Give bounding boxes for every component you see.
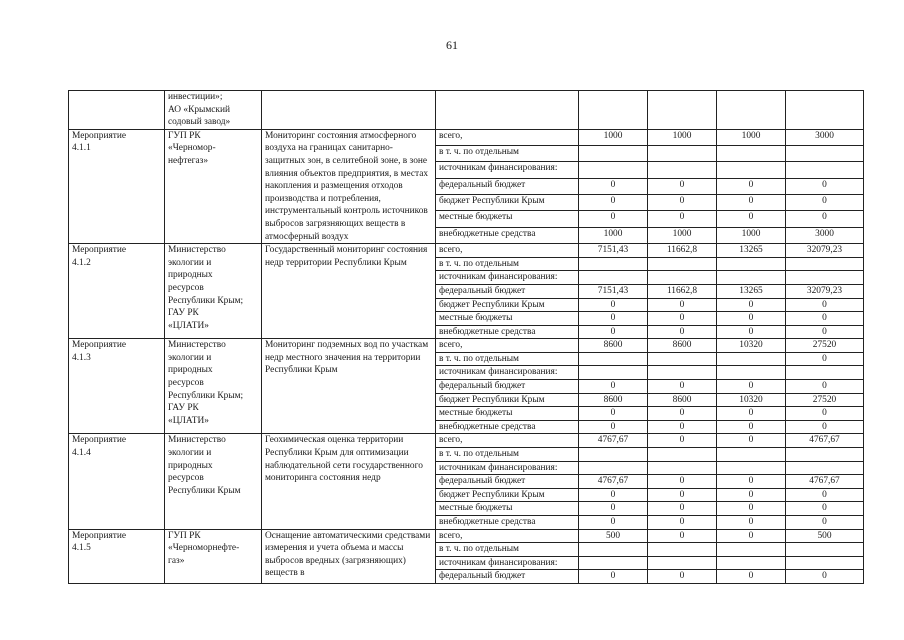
amount-cell (648, 146, 717, 162)
amount-cell: 10320 (717, 393, 786, 407)
amount-cell: 0 (579, 516, 648, 530)
amount-cell (648, 366, 717, 380)
amount-cell (717, 257, 786, 271)
amount-cell (579, 461, 648, 475)
amount-cell: 0 (579, 195, 648, 211)
amount-cell: 0 (648, 298, 717, 312)
source-label: внебюджетные средства (436, 420, 579, 434)
amount-cell: 0 (579, 380, 648, 394)
measure-name: Мероприятие 4.1.4 (69, 434, 165, 529)
amount-cell (648, 352, 717, 366)
source-label: федеральный бюджет (436, 570, 579, 584)
amount-cell: 0 (786, 298, 864, 312)
amount-cell: 0 (786, 312, 864, 326)
source-label: бюджет Республики Крым (436, 393, 579, 407)
table-row (69, 129, 864, 145)
measure-description: Мониторинг подземных вод по участкам недр местного значения на территории Республики Крым (262, 339, 436, 434)
source-label: местные бюджеты (436, 211, 579, 227)
source-label: источникам финансирования: (436, 461, 579, 475)
source-label: внебюджетные средства (436, 227, 579, 243)
measure-description: Государственный мониторинг состояния недр территории Республики Крым (262, 244, 436, 339)
amount-cell: 8600 (579, 339, 648, 353)
measure-executor: ГУП РК «Черноморнефте- газ» (165, 529, 262, 583)
amount-cell: 0 (717, 488, 786, 502)
amount-cell: 1000 (648, 227, 717, 243)
table-row (69, 244, 864, 258)
amount-cell (786, 366, 864, 380)
executor-continuation: инвестиции»; АО «Крымский содовый завод» (165, 91, 262, 130)
amount-cell (786, 162, 864, 178)
source-label: федеральный бюджет (436, 380, 579, 394)
source-label: источникам финансирования: (436, 556, 579, 570)
amount-cell (786, 543, 864, 557)
source-label: всего, (436, 244, 579, 258)
table-row (69, 529, 864, 543)
source-label: всего, (436, 339, 579, 353)
measure-name: Мероприятие 4.1.2 (69, 244, 165, 339)
amount-cell: 1000 (579, 129, 648, 145)
cell-empty (262, 91, 436, 130)
amount-cell: 0 (717, 434, 786, 448)
amount-cell: 13265 (717, 244, 786, 258)
amount-cell: 0 (717, 380, 786, 394)
amount-cell: 1000 (717, 129, 786, 145)
amount-cell (579, 162, 648, 178)
amount-cell (717, 271, 786, 285)
amount-cell: 0 (717, 298, 786, 312)
amount-cell: 0 (648, 380, 717, 394)
amount-cell: 0 (648, 570, 717, 584)
source-label: бюджет Республики Крым (436, 195, 579, 211)
measure-description: Оснащение автоматическими средствами измерения и учета объема и массы выбросов вредных (загрязняющих) веществ в (262, 529, 436, 583)
amount-cell: 0 (717, 407, 786, 421)
source-label: в т. ч. по отдельным (436, 448, 579, 462)
amount-cell: 0 (786, 178, 864, 194)
amount-cell: 27520 (786, 393, 864, 407)
cell-empty (579, 91, 648, 130)
amount-cell: 0 (579, 570, 648, 584)
amount-cell: 0 (648, 325, 717, 339)
amount-cell: 0 (579, 178, 648, 194)
source-label: местные бюджеты (436, 502, 579, 516)
amount-cell (717, 146, 786, 162)
source-label: в т. ч. по отдельным (436, 146, 579, 162)
source-label: бюджет Республики Крым (436, 298, 579, 312)
amount-cell: 0 (579, 420, 648, 434)
amount-cell (648, 257, 717, 271)
table-row-continuation (69, 91, 864, 130)
amount-cell: 500 (786, 529, 864, 543)
amount-cell: 0 (786, 325, 864, 339)
amount-cell: 0 (786, 502, 864, 516)
amount-cell: 0 (786, 195, 864, 211)
amount-cell: 3000 (786, 129, 864, 145)
amount-cell: 0 (648, 502, 717, 516)
source-label: в т. ч. по отдельным (436, 543, 579, 557)
amount-cell (648, 448, 717, 462)
amount-cell: 0 (717, 325, 786, 339)
amount-cell (579, 146, 648, 162)
amount-cell (786, 271, 864, 285)
amount-cell: 0 (717, 516, 786, 530)
source-label: федеральный бюджет (436, 284, 579, 298)
cell-empty (436, 91, 579, 130)
measure-executor: Министерство экологии и природных ресурсов Республики Крым; ГАУ РК «ЦЛАТИ» (165, 244, 262, 339)
amount-cell (717, 556, 786, 570)
source-label: всего, (436, 434, 579, 448)
measure-description: Геохимическая оценка территории Республики Крым для оптимизации наблюдательной сети государственного мониторинга состояния недр (262, 434, 436, 529)
amount-cell (786, 146, 864, 162)
amount-cell: 0 (579, 502, 648, 516)
amount-cell: 8600 (648, 393, 717, 407)
amount-cell: 0 (648, 475, 717, 489)
amount-cell (786, 556, 864, 570)
amount-cell: 0 (717, 475, 786, 489)
amount-cell (648, 543, 717, 557)
amount-cell: 0 (648, 516, 717, 530)
amount-cell: 0 (717, 502, 786, 516)
measure-executor: ГУП РК «Черномор- нефтегаз» (165, 129, 262, 243)
amount-cell (648, 461, 717, 475)
amount-cell: 3000 (786, 227, 864, 243)
amount-cell: 0 (648, 211, 717, 227)
amount-cell: 8600 (579, 393, 648, 407)
amount-cell: 0 (786, 380, 864, 394)
source-label: внебюджетные средства (436, 516, 579, 530)
amount-cell: 0 (579, 298, 648, 312)
cell-empty (786, 91, 864, 130)
amount-cell: 0 (786, 420, 864, 434)
amount-cell: 0 (717, 195, 786, 211)
amount-cell (717, 448, 786, 462)
amount-cell: 0 (648, 312, 717, 326)
amount-cell: 7151,43 (579, 244, 648, 258)
source-label: всего, (436, 529, 579, 543)
page-number: 61 (446, 38, 458, 52)
source-label: источникам финансирования: (436, 271, 579, 285)
amount-cell: 1000 (579, 227, 648, 243)
source-label: местные бюджеты (436, 407, 579, 421)
cell-empty (717, 91, 786, 130)
amount-cell: 0 (579, 407, 648, 421)
amount-cell: 0 (717, 178, 786, 194)
amount-cell: 0 (648, 488, 717, 502)
amount-cell: 0 (579, 312, 648, 326)
amount-cell: 4767,67 (579, 475, 648, 489)
amount-cell: 0 (786, 516, 864, 530)
table-row (69, 434, 864, 448)
amount-cell (648, 271, 717, 285)
amount-cell: 11662,8 (648, 244, 717, 258)
amount-cell: 0 (786, 570, 864, 584)
funding-table (68, 90, 864, 584)
amount-cell: 7151,43 (579, 284, 648, 298)
amount-cell (579, 448, 648, 462)
amount-cell (717, 162, 786, 178)
amount-cell (579, 271, 648, 285)
source-label: внебюджетные средства (436, 325, 579, 339)
amount-cell: 0 (648, 434, 717, 448)
source-label: источникам финансирования: (436, 366, 579, 380)
measure-description: Мониторинг состояния атмосферного воздуха на границах санитарно-защитных зон, в селитебной зоне, в зоне влияния объектов предприятия, в местах накопления и размещения отходов производства и потребления, инструментальный контроль источников выбросов загрязняющих веществ в атмосферный воздух (262, 129, 436, 243)
amount-cell: 4767,67 (786, 475, 864, 489)
amount-cell: 0 (648, 407, 717, 421)
amount-cell: 0 (579, 211, 648, 227)
source-label: в т. ч. по отдельным (436, 352, 579, 366)
amount-cell: 0 (648, 195, 717, 211)
amount-cell (579, 352, 648, 366)
source-label: федеральный бюджет (436, 475, 579, 489)
amount-cell (648, 162, 717, 178)
source-label: всего, (436, 129, 579, 145)
amount-cell (717, 352, 786, 366)
amount-cell: 500 (579, 529, 648, 543)
amount-cell: 0 (717, 570, 786, 584)
amount-cell (717, 366, 786, 380)
source-label: бюджет Республики Крым (436, 488, 579, 502)
amount-cell: 13265 (717, 284, 786, 298)
amount-cell (579, 543, 648, 557)
table-row (69, 339, 864, 353)
amount-cell: 0 (717, 420, 786, 434)
amount-cell: 4767,67 (786, 434, 864, 448)
amount-cell (579, 556, 648, 570)
measure-executor: Министерство экологии и природных ресурсов Республики Крым; ГАУ РК «ЦЛАТИ» (165, 339, 262, 434)
amount-cell: 0 (786, 407, 864, 421)
amount-cell: 0 (579, 488, 648, 502)
amount-cell (786, 448, 864, 462)
amount-cell (648, 556, 717, 570)
amount-cell: 1000 (648, 129, 717, 145)
source-label: источникам финансирования: (436, 162, 579, 178)
amount-cell: 32079,23 (786, 284, 864, 298)
amount-cell: 0 (717, 312, 786, 326)
cell-empty (648, 91, 717, 130)
amount-cell: 1000 (717, 227, 786, 243)
amount-cell (717, 461, 786, 475)
source-label: в т. ч. по отдельным (436, 257, 579, 271)
amount-cell: 32079,23 (786, 244, 864, 258)
amount-cell: 0 (717, 529, 786, 543)
amount-cell: 0 (786, 488, 864, 502)
amount-cell: 0 (717, 211, 786, 227)
amount-cell: 0 (648, 420, 717, 434)
amount-cell (579, 257, 648, 271)
amount-cell: 10320 (717, 339, 786, 353)
amount-cell (786, 257, 864, 271)
amount-cell: 0 (786, 352, 864, 366)
amount-cell: 8600 (648, 339, 717, 353)
amount-cell: 27520 (786, 339, 864, 353)
amount-cell: 0 (579, 325, 648, 339)
source-label: федеральный бюджет (436, 178, 579, 194)
measure-executor: Министерство экологии и природных ресурсов Республики Крым (165, 434, 262, 529)
amount-cell: 0 (786, 211, 864, 227)
amount-cell (717, 543, 786, 557)
measure-name: Мероприятие 4.1.3 (69, 339, 165, 434)
table-body (69, 91, 864, 584)
amount-cell: 11662,8 (648, 284, 717, 298)
cell-empty (69, 91, 165, 130)
amount-cell (579, 366, 648, 380)
amount-cell: 4767,67 (579, 434, 648, 448)
amount-cell: 0 (648, 529, 717, 543)
amount-cell: 0 (648, 178, 717, 194)
amount-cell (786, 461, 864, 475)
measure-name: Мероприятие 4.1.1 (69, 129, 165, 243)
measure-name: Мероприятие 4.1.5 (69, 529, 165, 583)
source-label: местные бюджеты (436, 312, 579, 326)
